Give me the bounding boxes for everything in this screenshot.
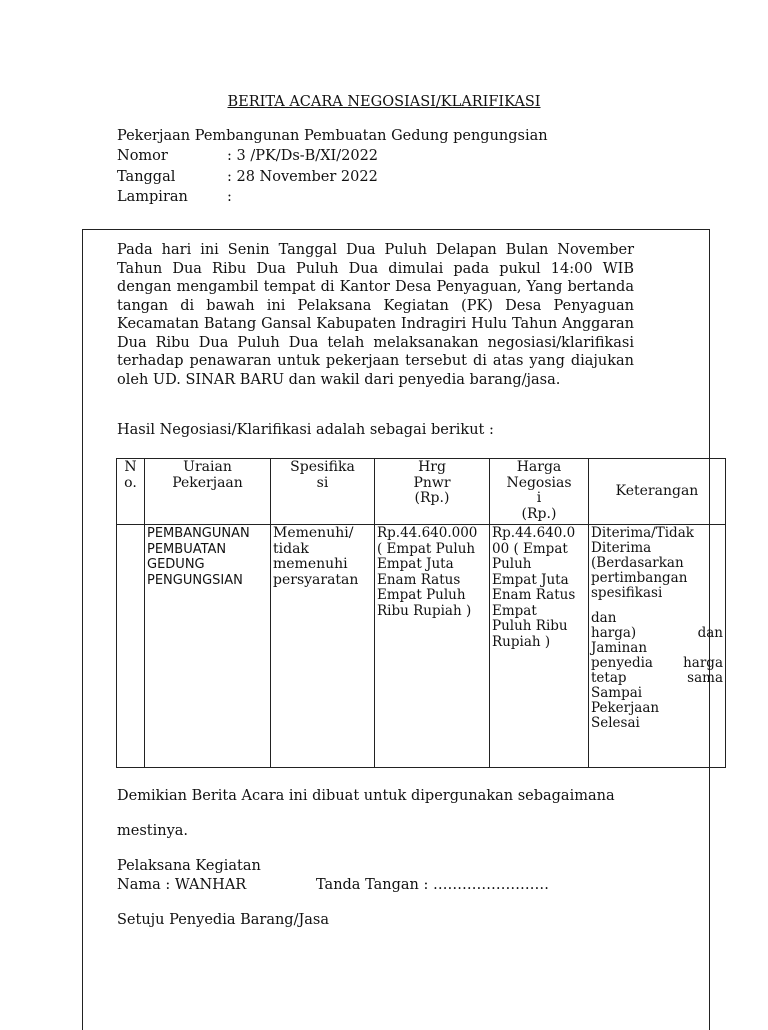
paragraph-line: tangan di bawah ini Pelaksana Kegiatan (PK) Desa Penyaguan <box>117 297 634 314</box>
field-label: Nomor <box>117 148 168 164</box>
tanda-tangan-line: Tanda Tangan : …………………… <box>316 877 549 893</box>
header-uraian: Uraian Pekerjaan <box>145 459 271 525</box>
field-label: Tanggal <box>117 169 176 185</box>
table-header-row <box>117 459 726 525</box>
hasil-intro: Hasil Negosiasi/Klarifikasi adalah sebagai berikut : <box>117 422 494 438</box>
cell-spesifikasi: Memenuhi/ tidak memenuhi persyaratan <box>271 525 375 768</box>
closing-line-2: mestinya. <box>117 823 189 839</box>
field-value: : <box>227 189 232 205</box>
cell-no <box>117 525 145 768</box>
nama-line: Nama : WANHAR <box>117 877 247 893</box>
paragraph-line: Tahun Dua Ribu Dua Puluh Dua dimulai pada pukul 14:00 WIB <box>117 260 634 277</box>
header-hrg-pnwr: Hrg Pnwr (Rp.) <box>375 459 490 525</box>
pelaksana-label: Pelaksana Kegiatan <box>117 858 261 874</box>
paragraph-line: barang/jasa. <box>469 371 561 388</box>
header-harga-negosiasi: Harga Negosias i (Rp.) <box>490 459 589 525</box>
opening-paragraph <box>117 241 634 389</box>
header-no: N o. <box>117 459 145 525</box>
paragraph-line: Pada hari ini Senin Tanggal Dua Puluh Delapan Bulan November <box>117 242 634 258</box>
cell-hrg-pnwr: Rp.44.640.000 ( Empat Puluh Empat Juta Enam Ratus Empat Puluh Ribu Rupiah ) <box>375 525 490 768</box>
paragraph-line: Kecamatan Batang Gansal Kabupaten Indragiri Hulu Tahun <box>117 316 558 332</box>
paragraph-line: dengan mengambil tempat di Kantor Desa Penyaguan, Yang bertanda <box>117 279 634 295</box>
negotiation-table <box>116 458 726 768</box>
closing-line-1: Demikian Berita Acara ini dibuat untuk dipergunakan sebagaimana <box>117 788 615 804</box>
header-spesifikasi: Spesifika si <box>271 459 375 525</box>
field-label: Lampiran <box>117 189 188 205</box>
document-title: BERITA ACARA NEGOSIASI/KLARIFIKASI <box>227 94 541 110</box>
setuju-line: Setuju Penyedia Barang/Jasa <box>117 912 330 928</box>
cell-uraian: PEMBANGUNAN PEMBUATAN GEDUNG PENGUNGSIAN <box>145 525 271 768</box>
table-row <box>117 525 726 768</box>
field-value: : 28 November 2022 <box>227 169 378 185</box>
field-nomor <box>117 148 378 164</box>
field-tanggal <box>117 169 378 185</box>
paragraph-line: Anggaran Dua Ribu Dua Puluh Dua telah melaksanakan <box>117 316 635 351</box>
cell-keterangan: Diterima/Tidak Diterima (Berdasarkan pertimbangan spesifikasi dan harga) dan Jaminan penyedia harga tetap sama Sampai Pekerjaan Selesai <box>589 525 726 768</box>
field-lampiran <box>117 189 232 205</box>
pekerjaan-line: Pekerjaan Pembangunan Pembuatan Gedung pengungsian <box>117 128 548 144</box>
cell-harga-negosiasi: Rp.44.640.0 00 ( Empat Puluh Empat Juta Enam Ratus Empat Puluh Ribu Rupiah ) <box>490 525 589 768</box>
field-value: : 3 /PK/Ds-B/XI/2022 <box>227 148 379 164</box>
header-keterangan: Keterangan <box>589 459 726 525</box>
paragraph-line: di atas yang diajukan oleh UD. SINAR BARU dan wakil dari penyedia <box>117 353 635 388</box>
paragraph-line: negosiasi/klarifikasi terhadap penawaran untuk pekerjaan tersebut <box>117 334 634 369</box>
